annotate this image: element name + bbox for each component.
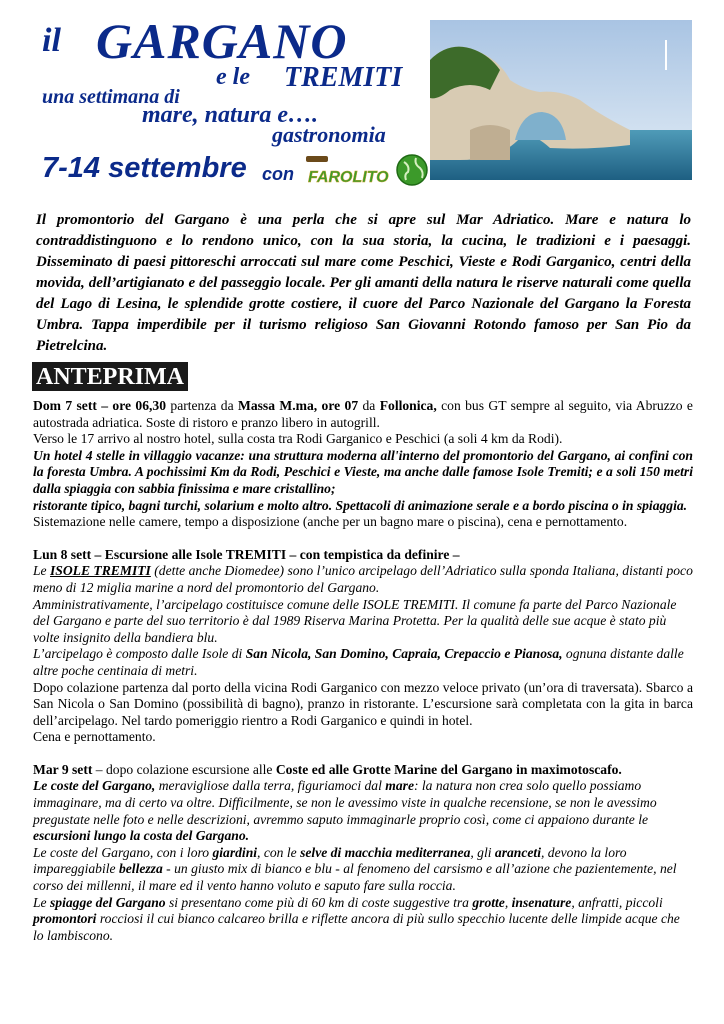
day2-arcipelago	[33, 646, 693, 679]
trip-dates: 7-14 settembre	[42, 152, 247, 184]
day1-intro	[33, 398, 693, 431]
day1-services: ristorante tipico, bagni turchi, solarium e molto altro. Spettacoli di animazione serale e a bordo piscina o in spiaggia.	[33, 497, 688, 513]
subtitle-settimana: una settimana di	[42, 86, 180, 108]
day2-program: Dopo colazione partenza dal porto della vicina Rodi Garganico con mezzo veloce privato (un’ora di traversata). Sbarco a San Nicola o San Domino (possibilità di bagno), pranzo in ristorante. L’escursione sarà completata con la gita in barca dell’arcipelago. Nel tardo pomeriggio rientro a Rodi Garganico e quindi in hotel.	[33, 679, 693, 728]
subtitle-gastronomia: gastronomia	[272, 122, 386, 147]
day3-text: , devono la loro impareggiabile	[33, 844, 627, 877]
day3-date: Mar 9 sett	[33, 761, 93, 777]
day2-islands: San Nicola, San Domino, Capraia, Crepaccio e Pianosa,	[245, 646, 563, 662]
day3-bold: mare	[385, 778, 414, 794]
day2-isole	[33, 563, 693, 596]
day2-text: L’arcipelago è composto dalle Isole di	[33, 646, 246, 662]
day3-text: , anfratti, piccoli	[571, 894, 663, 910]
anteprima-heading: ANTEPRIMA	[32, 362, 188, 391]
day1-hotel: Un hotel 4 stelle in villaggio vacanze: una struttura moderna all'interno del promontorio del Gargano, ai confini con la foresta Umbra. A pochissimi Km da Rodi, Peschici e Vieste, ma anche dalle famose Isole Tremiti; e a soli 150 metri dalla spiaggia con sabbia finissima e mare cristallino;	[33, 447, 693, 496]
day3-bold: grotte	[472, 894, 505, 910]
intro-paragraph: Il promontorio del Gargano è una perla che si apre sul Mar Adriatico. Mare e natura lo contraddistinguono e lo rendono unico, con la sua storia, la cucina, le tradizioni e i paesaggi. Disseminato di paesi pittoreschi arroccati sul mare come Peschici, Vieste e Rodi Garganico, centri della movida, dell’artigianato e del passeggio locale. Per gli amanti della natura le riserve naturali come quella del Lago di Lesina, le splendide grotte costiere, il cuore del Parco Nazionale del Gargano la Foresta Umbra. Tappa imperdibile per il turismo religioso San Giovanni Rotondo famoso per San Pio da Pietrelcina.	[36, 212, 691, 354]
day2-isole-name: ISOLE TREMITI	[50, 563, 151, 579]
day3-spiagge	[33, 895, 693, 945]
day3-text: , gli	[470, 844, 495, 860]
day3-giardini	[33, 845, 693, 895]
day2-comune: Amministrativamente, l’arcipelago costituisce comune delle ISOLE TREMITI. Il comune fa parte del Parco Nazionale del Gargano e parte del suo territorio è dal 1989 Riserva Marina Protetta. Per la qualità delle sue acque è stato più volte insignito della bandiera blu.	[33, 596, 677, 645]
day1-evening: Sistemazione nelle camere, tempo a disposizione (anche per un bagno mare o piscina), cena e pernottamento.	[33, 514, 628, 530]
coast-arch-photo	[430, 20, 692, 180]
day3-text: rocciosi il cui bianco calcareo brilla e riflette ancora di più sullo specchio lucente delle limpide acque che lo lambiscono.	[33, 911, 680, 943]
day3-text: Le	[33, 894, 50, 910]
day3-bold: selve di macchia mediterranea	[300, 844, 471, 860]
farolito-logo	[300, 152, 428, 188]
day3-bold: bellezza	[118, 861, 163, 877]
con-label: con	[262, 164, 295, 184]
day1-date: Dom 7 sett	[33, 398, 97, 413]
day3-bold: spiagge del Gargano	[50, 894, 166, 910]
day3-bold: giardini	[212, 844, 258, 860]
bus-icon	[306, 156, 328, 162]
day1-massa: Massa M.ma, ore 07	[238, 398, 359, 413]
day2-text: ognuna distante dalle altre poche centinaia di metri.	[33, 646, 684, 678]
day2-text: Le	[33, 563, 50, 579]
day3-excursion: Coste ed alle Grotte Marine del Gargano in maximotoscafo.	[275, 761, 622, 777]
day2-evening: Cena e pernottamento.	[33, 729, 156, 745]
day1-time: – ore 06,30	[96, 398, 167, 413]
day1-text: partenza da	[166, 398, 239, 413]
day1-text: con bus GT sempre al seguito, via Abruzzo e autostrada adriatica. Soste di ristoro e pranzo libero in autogrill.	[33, 398, 693, 430]
itinerary	[33, 398, 693, 944]
day3-bold: escursioni lungo la costa del Gargano.	[33, 828, 250, 844]
day3-text: ,	[504, 894, 512, 910]
day3-text: , con le	[257, 844, 301, 860]
day3-text: Le coste del Gargano, con i loro	[33, 844, 213, 860]
day3-bold: Le coste del Gargano,	[33, 778, 156, 794]
day3-bold: promontori	[33, 911, 97, 927]
day3-text: – dopo colazione escursione alle	[92, 761, 276, 777]
day3-bold: aranceti	[494, 844, 541, 860]
title-il: il	[42, 22, 61, 59]
day3-text: meravigliose dalla terra, figuriamoci dal	[155, 778, 386, 794]
subtitle-mare-natura: mare, natura e….	[142, 102, 319, 128]
day3-bold: insenature	[511, 894, 572, 910]
title-tremiti: TREMITI	[284, 62, 403, 93]
logo-text: FAROLITO	[308, 169, 389, 186]
day3-title	[33, 762, 693, 779]
day3-text: si presentano come più di 60 km di coste suggestive tra	[165, 894, 473, 910]
day1-text: da	[358, 398, 380, 413]
day1-arrival: Verso le 17 arrivo al nostro hotel, sulla costa tra Rodi Garganico e Peschici (a soli 4 km da Rodi).	[33, 431, 563, 447]
day1-follonica: Follonica,	[379, 398, 437, 413]
day3-text: : la natura non crea solo quello possiamo immaginare, ma di certo va oltre. Difficilmente, se non le avessimo viste in qualche recensione, se non le avessimo pregustate nelle foto e nelle descrizioni, avremmo saputo immaginarle proprio così, come ci appaiono durante le	[33, 778, 657, 827]
day2-text: (dette anche Diomedee) sono l’unico arcipelago dell’Adriatico sulla sponda Italiana, distanti poco meno di 12 miglia marine a nord del promontorio del Gargano.	[33, 563, 693, 595]
title-e-le: e le	[216, 64, 250, 90]
title-gargano: GARGANO	[96, 13, 348, 69]
day3-text: - un giusto mix di bianco e blu - al fenomeno del carsismo e all’azione che pazientemente, nel corso dei millenni, il mare ed il vento hanno voluto e saputo fare sulla roccia.	[33, 861, 677, 894]
day3-coste	[33, 778, 693, 844]
day2-title: Lun 8 sett – Escursione alle Isole TREMITI – con tempistica da definire –	[33, 546, 460, 562]
